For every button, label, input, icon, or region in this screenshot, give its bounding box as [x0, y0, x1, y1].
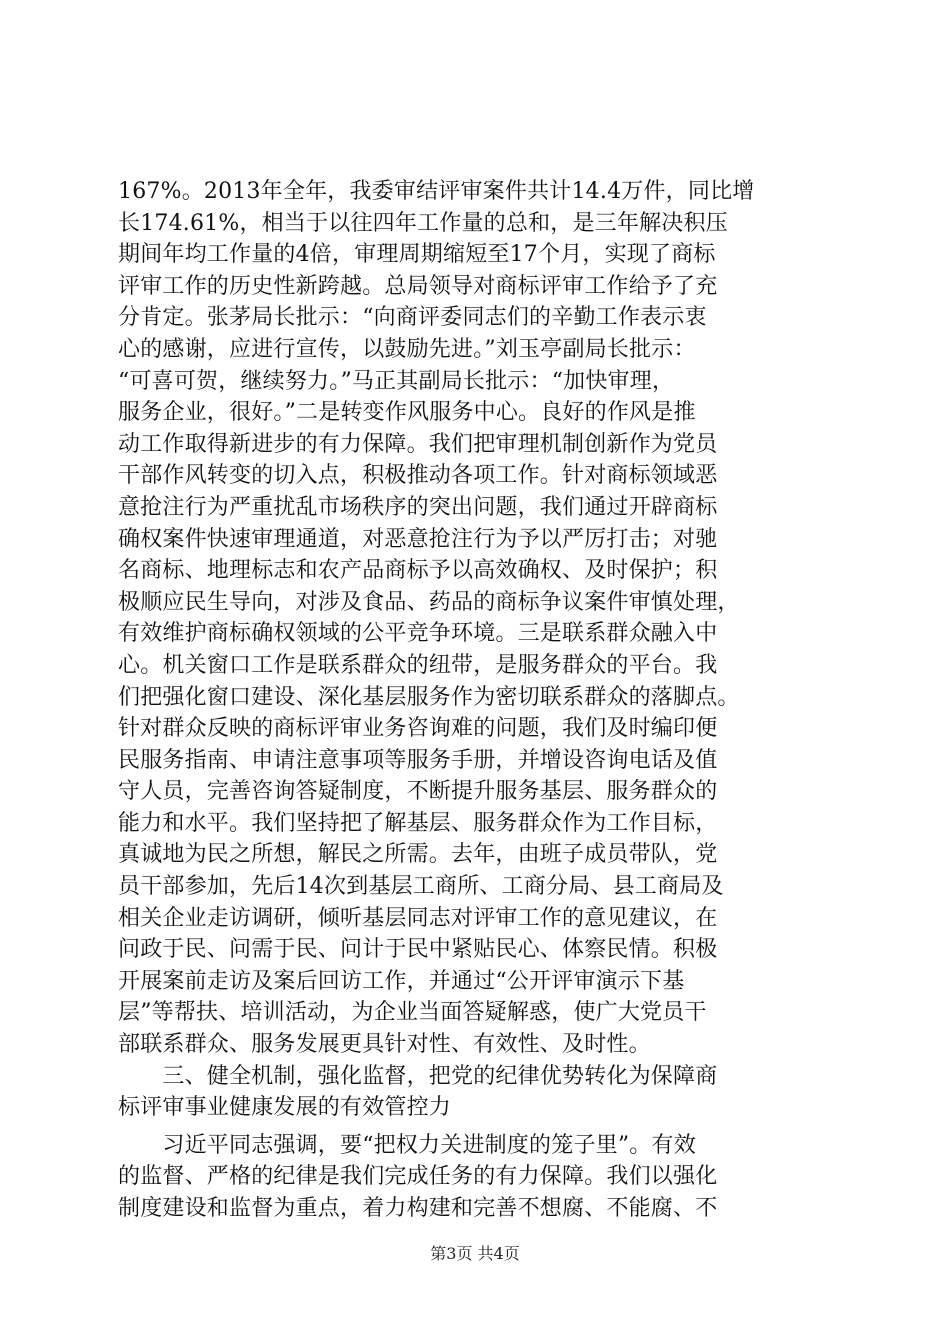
body-text: [118, 176, 848, 1225]
text-line: “可喜可贺，继续努力。”马正其副局长批示：“加快审理，: [118, 368, 675, 394]
text-line: 们把强化窗口建设、深化基层服务作为密切联系群众的落脚点。: [118, 684, 740, 710]
text-line: 针对群众反映的商标评审业务咨询难的问题，我们及时编印便: [118, 716, 718, 742]
text-line: 长174.61%，相当于以往四年工作量的总和，是三年解决积压: [118, 210, 728, 236]
text-line: 服务企业，很好。”二是转变作风服务中心。良好的作风是推: [118, 400, 696, 426]
text-line: 能力和水平。我们坚持把了解基层、服务群众作为工作目标，: [118, 810, 718, 836]
text-line: 部联系群众、服务发展更具针对性、有效性、及时性。: [118, 1032, 651, 1058]
page-footer: 第3页 共4页: [430, 1244, 520, 1263]
text-line: 心的感谢，应进行宣传，以鼓励先进。”刘玉亭副局长批示：: [118, 336, 696, 362]
text-line: 开展案前走访及案后回访工作，并通过“公开评审演示下基: [118, 968, 685, 994]
section-heading-line: 标评审事业健康发展的有效管控力: [118, 1095, 452, 1121]
text-line: 极顺应民生导向，对涉及食品、药品的商标争议案件审慎处理，: [118, 589, 740, 615]
text-line: 守人员，完善咨询答疑制度，不断提升服务基层、服务群众的: [118, 779, 718, 805]
text-line: 确权案件快速审理通道，对恶意抢注行为予以严厉打击；对驰: [118, 526, 718, 552]
text-line: 相关企业走访调研，倾听基层同志对评审工作的意见建议，在: [118, 905, 718, 931]
text-line: 制度建设和监督为重点，着力构建和完善不想腐、不能腐、不: [118, 1196, 718, 1221]
text-line: 干部作风转变的切入点，积极推动各项工作。针对商标领域恶: [118, 463, 718, 489]
text-line: 意抢注行为严重扰乱市场秩序的突出问题，我们通过开辟商标: [118, 494, 718, 520]
section-heading-line: 三、健全机制，强化监督，把党的纪律优势转化为保障商: [118, 1063, 718, 1089]
text-line: 民服务指南、申请注意事项等服务手册，并增设咨询电话及值: [118, 747, 718, 773]
text-line: 层”等帮扶、培训活动，为企业当面答疑解惑，使广大党员干: [118, 1000, 707, 1026]
text-line: 员干部参加，先后14次到基层工商所、工商分局、县工商局及: [118, 874, 724, 900]
text-line: 有效维护商标确权领域的公平竞争环境。三是联系群众融入中: [118, 621, 718, 647]
text-line: 名商标、地理标志和农产品商标予以高效确权、及时保护；积: [118, 558, 718, 584]
text-line: 分肯定。张茅局长批示：“向商评委同志们的辛勤工作表示衷: [118, 305, 707, 331]
text-line: 评审工作的历史性新跨越。总局领导对商标评审工作给予了充: [118, 273, 718, 299]
text-line: 167%。2013年全年，我委审结评审案件共计14.4万件，同比增: [118, 179, 755, 204]
text-line: 心。机关窗口工作是联系群众的纽带，是服务群众的平台。我: [118, 652, 718, 678]
text-line: 动工作取得新进步的有力保障。我们把审理机制创新作为党员: [118, 431, 718, 457]
text-line: 习近平同志强调，要“把权力关进制度的笼子里”。有效: [118, 1132, 696, 1158]
text-line: 的监督、严格的纪律是我们完成任务的有力保障。我们以强化: [118, 1164, 718, 1190]
text-line: 真诚地为民之所想，解民之所需。去年，由班子成员带队，党: [118, 842, 718, 868]
text-line: 问政于民、问需于民、问计于民中紧贴民心、体察民情。积极: [118, 937, 718, 963]
text-line: 期间年均工作量的4倍，审理周期缩短至17个月，实现了商标: [118, 242, 716, 268]
